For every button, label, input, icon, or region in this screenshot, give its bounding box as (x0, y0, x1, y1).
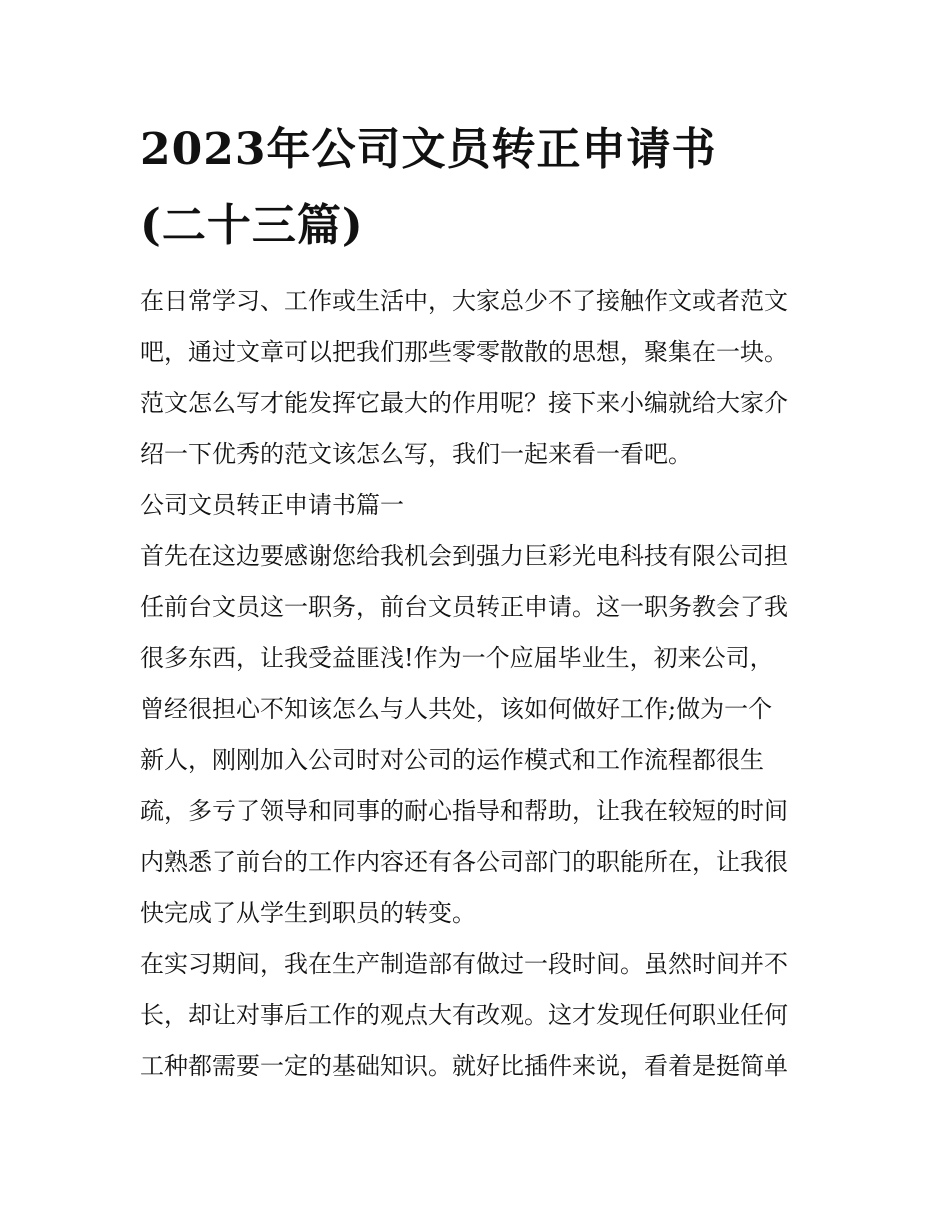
text-line: 很多东西，让我受益匪浅!作为一个应届毕业生，初来公司， (140, 644, 774, 672)
intro-paragraph (140, 276, 812, 480)
section-heading: 公司文员转正申请书篇一 (140, 491, 404, 519)
body-paragraph-2 (140, 939, 812, 1092)
text-line: 在日常学习、工作或生活中，大家总少不了接触作文或者范文 (140, 287, 788, 315)
document-title (140, 112, 812, 264)
text-line: 吧，通过文章可以把我们那些零零散散的思想，聚集在一块。 (140, 338, 788, 366)
text-line: 绍一下优秀的范文该怎么写，我们一起来看一看吧。 (140, 440, 692, 468)
text-line: 在实习期间，我在生产制造部有做过一段时间。虽然时间并不 (140, 950, 788, 978)
document-page (140, 112, 812, 1092)
text-line: 新人，刚刚加入公司时对公司的运作模式和工作流程都很生 (140, 746, 764, 774)
text-line: 内熟悉了前台的工作内容还有各公司部门的职能所在，让我很 (140, 848, 788, 876)
text-line: 长，却让对事后工作的观点大有改观。这才发现任何职业任何 (140, 1001, 788, 1029)
text-line: 工种都需要一定的基础知识。就好比插件来说，看着是挺简单 (140, 1052, 788, 1080)
text-line: 曾经很担心不知该怎么与人共处，该如何做好工作;做为一个 (140, 695, 773, 723)
text-line: 快完成了从学生到职员的转变。 (140, 899, 476, 927)
title-line-2: (二十三篇) (140, 200, 364, 251)
body-paragraph-1 (140, 531, 812, 939)
text-line: 首先在这边要感谢您给我机会到强力巨彩光电科技有限公司担 (140, 542, 788, 570)
title-line-1: 2023年公司文员转正申请书 (140, 124, 717, 175)
text-line: 任前台文员这一职务，前台文员转正申请。这一职务教会了我 (140, 593, 788, 621)
text-line: 范文怎么写才能发挥它最大的作用呢？接下来小编就给大家介 (140, 389, 788, 417)
text-line: 疏，多亏了领导和同事的耐心指导和帮助，让我在较短的时间 (140, 797, 788, 825)
